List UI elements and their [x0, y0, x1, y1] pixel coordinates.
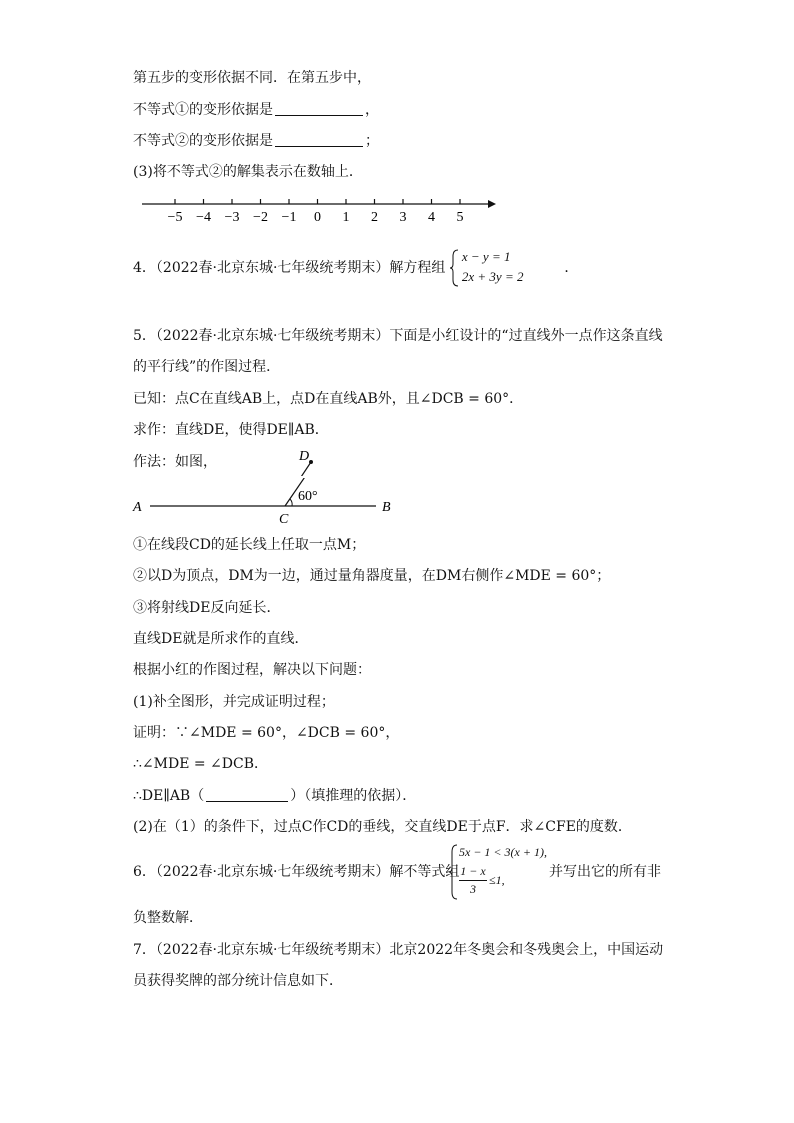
q6-prefix: 6．（2022春·北京东城·七年级统考期末）解不等式组 [133, 864, 460, 880]
text-line: ②以D为顶点，DM为一边，通过量角器度量，在DM右侧作∠MDE = 60°； [133, 568, 611, 584]
text: 不等式①的变形依据是 [133, 102, 273, 118]
answer-blank[interactable] [206, 787, 288, 802]
text-line: 作法：如图， [133, 454, 217, 470]
brace-icon [449, 843, 459, 901]
number-line-label: −4 [196, 210, 211, 225]
text: 不等式②的变形依据是 [133, 133, 273, 149]
text-line: ③将射线DE反向延长． [133, 600, 281, 616]
equation-system [450, 248, 560, 288]
brace-icon [450, 248, 460, 288]
text-line: 负整数解． [133, 910, 203, 926]
inequality-2-rest: ≤1, [489, 873, 505, 887]
text: ∴DE∥AB（ [133, 788, 205, 804]
text-line: 5．（2022春·北京东城·七年级统考期末）下面是小红设计的“过直线外一点作这条直线 [133, 328, 663, 344]
text-line: 7．（2022春·北京东城·七年级统考期末）北京2022年冬奥会和冬残奥会上，中国运动 [133, 942, 664, 958]
text-line [133, 100, 379, 120]
q4-prefix: 4．（2022春·北京东城·七年级统考期末）解方程组 [133, 260, 446, 276]
geometry-figure [130, 478, 400, 528]
number-line [140, 192, 500, 226]
text-line: ①在线段CD的延长线上任取一点M； [133, 537, 366, 553]
question-4 [133, 248, 578, 288]
fraction-denominator: 3 [470, 882, 476, 896]
number-line-label: 4 [428, 210, 435, 225]
text-line: 第五步的变形依据不同．在第五步中， [133, 70, 371, 86]
text-line: 员获得奖牌的部分统计信息如下． [133, 973, 343, 989]
text-line: (1)补全图形，并完成证明过程； [133, 694, 335, 710]
text-line: 根据小红的作图过程，解决以下问题： [133, 662, 371, 678]
number-line-label: −5 [167, 210, 183, 225]
inequality-1: 5x − 1 < 3(x + 1), [459, 845, 547, 859]
equation-1: x − y = 1 [461, 249, 511, 264]
number-line-label: 5 [456, 210, 464, 225]
number-line-label: −3 [224, 210, 240, 225]
q6-suffix: 并写出它的所有非 [549, 864, 661, 880]
inequality-system [449, 843, 549, 901]
number-line-label: 3 [399, 210, 407, 225]
angle-label: 60° [298, 489, 318, 504]
text-line: (3)将不等式②的解集表示在数轴上． [133, 164, 363, 180]
text: ， [365, 102, 379, 118]
text-line: (2)在（1）的条件下，过点C作CD的垂线，交直线DE于点F．求∠CFE的度数． [133, 819, 632, 835]
equation-2: 2x + 3y = 2 [461, 269, 524, 284]
text-line: 的平行线”的作图过程． [133, 359, 281, 375]
fraction-numerator: 1 − x [460, 864, 486, 878]
label-b: B [382, 500, 391, 515]
label-c: C [279, 512, 289, 527]
answer-blank[interactable] [275, 132, 363, 147]
text-line [133, 786, 416, 806]
text: ； [365, 133, 379, 149]
label-a: A [133, 500, 142, 515]
number-line-label: −2 [253, 210, 268, 225]
number-line-label: −1 [281, 210, 297, 225]
text: ）（填推理的依据）． [290, 788, 417, 804]
label-d: D [299, 449, 310, 464]
number-line-label: 1 [342, 210, 350, 225]
geometry-figure-top [295, 446, 325, 476]
text-line: 直线DE就是所求作的直线． [133, 631, 309, 647]
text-line [133, 131, 379, 151]
text-line: 证明：∵∠MDE = 60°，∠DCB = 60°， [133, 725, 400, 741]
text-line: 已知：点C在直线AB上，点D在直线AB外，且∠DCB = 60°． [133, 391, 524, 407]
text-line: 求作：直线DE，使得DE∥AB． [133, 422, 329, 438]
number-line-label: 2 [371, 210, 378, 225]
q4-suffix: ． [564, 260, 579, 276]
answer-blank[interactable] [275, 101, 363, 116]
text-line: ∴∠MDE = ∠DCB． [133, 756, 269, 772]
number-line-label: 0 [314, 210, 321, 225]
